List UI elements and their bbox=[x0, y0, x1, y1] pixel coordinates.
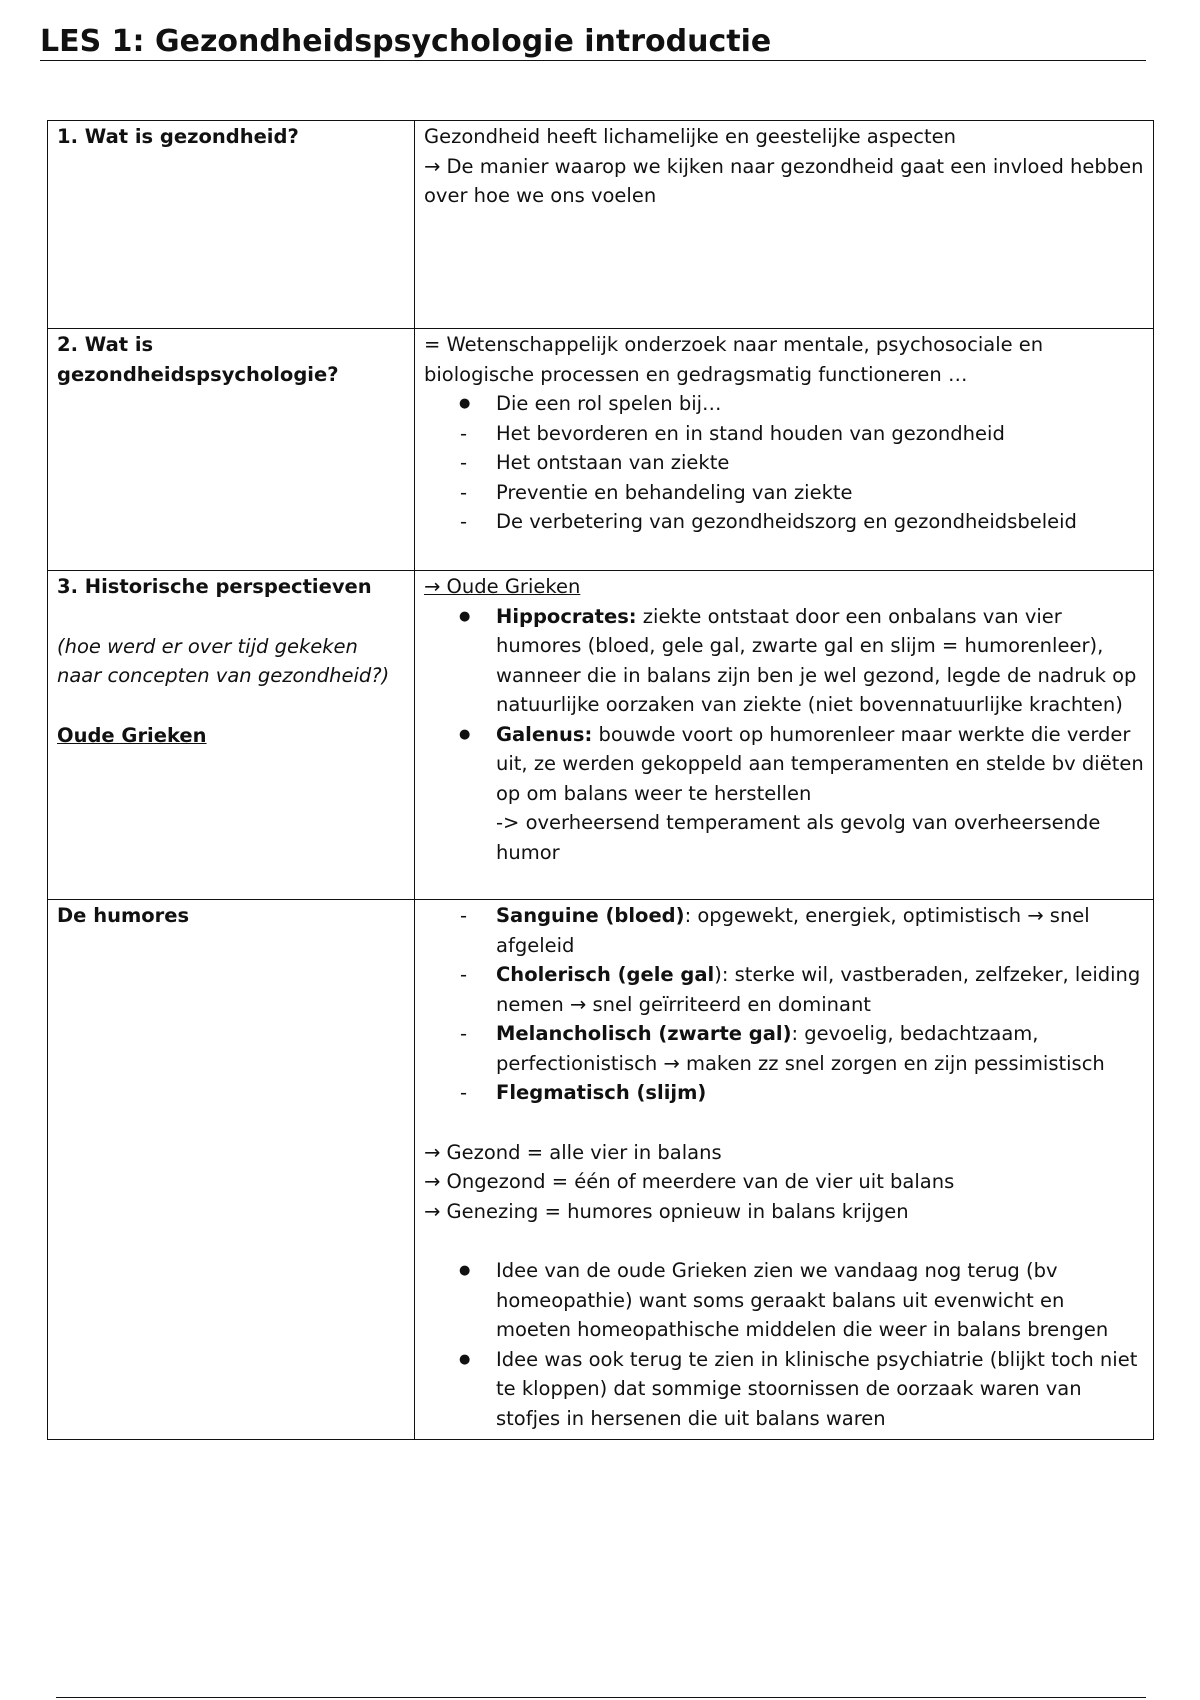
question-cell bbox=[48, 121, 415, 329]
table-row bbox=[48, 329, 1154, 571]
term-text: ): sterke wil, vastberaden, zelfzeker, leiding nemen → snel geïrriteerd en dominant bbox=[496, 963, 1141, 1016]
arrow-line: → Ongezond = één of meerdere van de vier uit balans bbox=[424, 1170, 955, 1193]
list bbox=[424, 389, 1145, 537]
term: Sanguine (bloed) bbox=[496, 904, 685, 927]
answer-cell bbox=[415, 329, 1154, 571]
question-title: De humores bbox=[57, 904, 190, 927]
question-subheading: Oude Grieken bbox=[57, 723, 207, 747]
list-item bbox=[496, 602, 1145, 720]
arrow-line: → Genezing = humores opnieuw in balans krijgen bbox=[424, 1199, 909, 1223]
answer-cell bbox=[415, 571, 1154, 900]
list-item: - Preventie en behandeling van ziekte bbox=[496, 478, 1145, 508]
answer-heading: → Oude Grieken bbox=[424, 575, 581, 598]
list-item: - Het ontstaan van ziekte bbox=[496, 448, 1145, 478]
list-item: - Het bevorderen en in stand houden van gezondheid bbox=[496, 419, 1145, 449]
question-cell bbox=[48, 571, 415, 900]
list-item bbox=[496, 901, 1145, 960]
list-item: ● Idee was ook terug te zien in klinische psychiatrie (blijkt toch niet te kloppen) dat sommige stoornissen de oorzaak waren van stofjes in hersenen die uit balans waren bbox=[496, 1345, 1145, 1434]
table-row bbox=[48, 571, 1154, 900]
definition-text: = Wetenschappelijk onderzoek naar mentale, psychosociale en biologische processen en gedragsmatig functioneren … bbox=[424, 333, 1044, 386]
term-extra: -> overheersend temperament als gevolg van overheersende humor bbox=[496, 811, 1101, 864]
term-text: bouwde voort op humorenleer maar werkte die verder uit, ze werden gekoppeld aan temperamenten en stelde bv diëten op om balans weer te herstellen bbox=[496, 722, 1144, 805]
question-note: (hoe werd er over tijd gekeken naar concepten van gezondheid?) bbox=[57, 634, 390, 687]
arrow-line: → Gezond = alle vier in balans bbox=[424, 1140, 722, 1164]
question-cell bbox=[48, 900, 415, 1440]
question-title: 2. Wat is gezondheidspsychologie? bbox=[57, 333, 339, 386]
question-cell bbox=[48, 329, 415, 571]
list bbox=[424, 602, 1145, 868]
term: Melancholisch (zwarte gal) bbox=[496, 1022, 792, 1045]
list-item: ● Die een rol spelen bij… bbox=[496, 389, 1145, 419]
list-item bbox=[496, 1078, 1145, 1108]
table-row bbox=[48, 900, 1154, 1440]
notes-table bbox=[47, 120, 1154, 1440]
list-item bbox=[496, 720, 1145, 868]
list bbox=[424, 1256, 1145, 1433]
list-item: - De verbetering van gezondheidszorg en gezondheidsbeleid bbox=[496, 507, 1145, 537]
term: Flegmatisch (slijm) bbox=[496, 1081, 707, 1104]
term-text: : opgewekt, energiek, optimistisch → snel afgeleid bbox=[496, 904, 1090, 957]
list-item bbox=[496, 960, 1145, 1019]
term-text: : gevoelig, bedachtzaam, perfectionistisch → maken zz snel zorgen en zijn pessimistisch bbox=[496, 1022, 1105, 1075]
term: Hippocrates: bbox=[496, 604, 637, 628]
answer-line: Gezondheid heeft lichamelijke en geestelijke aspecten bbox=[424, 125, 956, 148]
answer-cell bbox=[415, 900, 1154, 1440]
question-title: 1. Wat is gezondheid? bbox=[57, 125, 299, 148]
answer-cell bbox=[415, 121, 1154, 329]
question-title: 3. Historische perspectieven bbox=[57, 575, 372, 598]
table-row bbox=[48, 121, 1154, 329]
list-item bbox=[496, 1019, 1145, 1078]
page-title: LES 1: Gezondheidspsychologie introductie bbox=[40, 24, 1146, 61]
term: Galenus: bbox=[496, 722, 593, 746]
term-text: ziekte ontstaat door een onbalans van vier humores (bloed, gele gal, zwarte gal en slijm = humorenleer), wanneer die in balans zijn ben je wel gezond, legde de nadruk op natuurlijke oorzaken van ziekte (niet bovennatuurlijke krachten) bbox=[496, 604, 1137, 716]
list bbox=[424, 901, 1145, 1108]
footer-divider bbox=[56, 1697, 1146, 1698]
answer-line: → De manier waarop we kijken naar gezondheid gaat een invloed hebben over hoe we ons voelen bbox=[424, 154, 1144, 207]
list-item: ● Idee van de oude Grieken zien we vandaag nog terug (bv homeopathie) want soms geraakt balans uit evenwicht en moeten homeopathische middelen die weer in balans brengen bbox=[496, 1256, 1145, 1345]
term: Cholerisch (gele gal bbox=[496, 963, 715, 986]
